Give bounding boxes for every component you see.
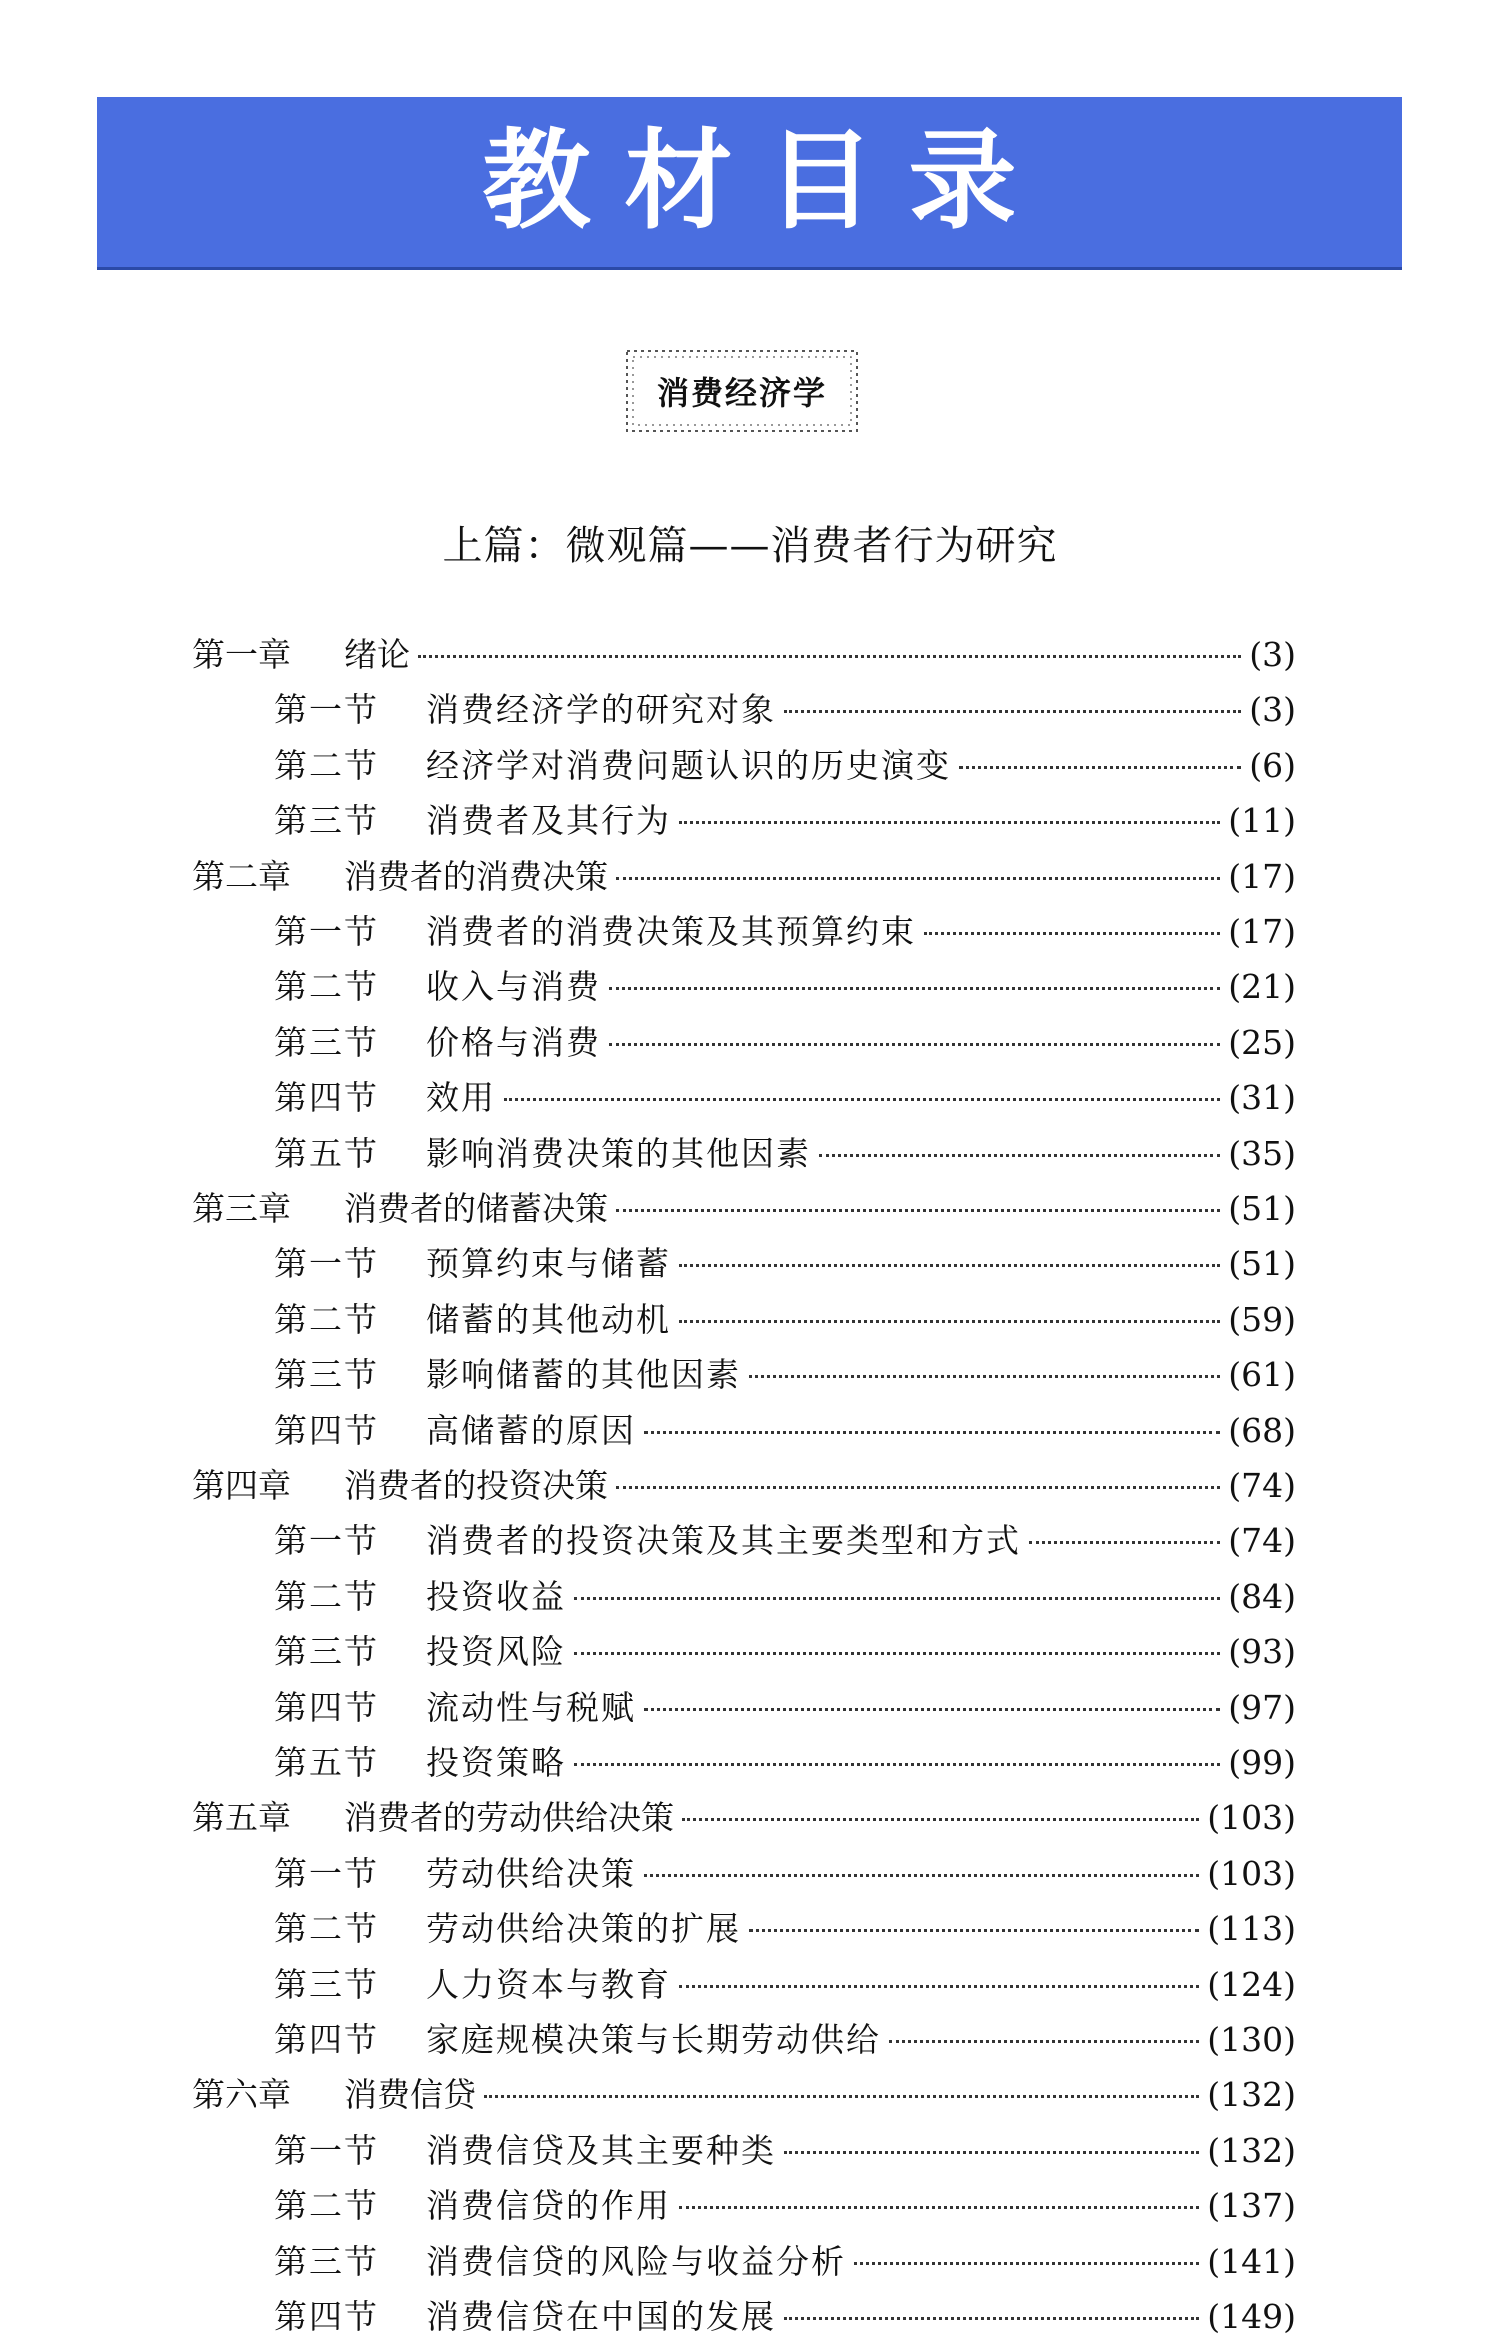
toc-chapter-row	[192, 1186, 1296, 1232]
dot-leader	[609, 987, 1220, 990]
section-title: 储蓄的其他动机	[426, 1299, 671, 1339]
page-number: (97)	[1228, 1687, 1296, 1727]
section-number: 第五节	[274, 1743, 379, 1782]
toc-chapter-row	[192, 1463, 1296, 1509]
section-title: 消费信贷的风险与收益分析	[426, 2241, 846, 2281]
section-number: 第一节	[274, 1244, 379, 1284]
section-number: 第四节	[274, 2297, 379, 2336]
chapter-title: 消费者的劳动供给决策	[344, 1798, 674, 1838]
page-number: (25)	[1228, 1022, 1296, 1062]
book-title: 消费经济学	[656, 374, 827, 412]
dot-leader	[616, 877, 1220, 880]
chapter-number: 第二章	[192, 856, 291, 896]
toc-section-row	[274, 1629, 1296, 1675]
section-title: 劳动供给决策	[426, 1853, 636, 1893]
dot-leader	[679, 2206, 1199, 2209]
toc-section-row	[274, 798, 1296, 844]
page-number: (74)	[1228, 1466, 1296, 1505]
chapter-title: 消费信贷	[344, 2075, 476, 2115]
section-title: 消费信贷在中国的发展	[426, 2297, 776, 2336]
chapter-title: 消费者的储蓄决策	[344, 1189, 608, 1228]
section-number: 第四节	[274, 1410, 379, 1450]
toc-section-row	[274, 2294, 1296, 2340]
section-title: 价格与消费	[426, 1022, 601, 1062]
toc-section-row	[274, 2128, 1296, 2174]
dot-leader	[644, 1708, 1220, 1711]
section-title: 影响储蓄的其他因素	[426, 1355, 741, 1395]
dot-leader	[574, 1597, 1220, 1600]
section-title: 人力资本与教育	[426, 1964, 671, 2004]
section-number: 第四节	[274, 2020, 379, 2059]
toc-section-row	[274, 1131, 1296, 1177]
page-number: (35)	[1228, 1133, 1296, 1173]
page-number: (113)	[1207, 1909, 1296, 1949]
section-number: 第二节	[274, 2186, 379, 2226]
page-number: (59)	[1228, 1299, 1296, 1339]
section-number: 第四节	[274, 1687, 379, 1727]
toc-chapter-row	[192, 1795, 1296, 1841]
section-number: 第三节	[274, 1964, 379, 2004]
dot-leader	[682, 1818, 1199, 1821]
section-number: 第三节	[274, 2241, 379, 2281]
page-number: (11)	[1228, 801, 1296, 841]
toc-chapter-row	[192, 632, 1296, 678]
toc-section-row	[274, 1906, 1296, 1952]
section-title: 消费者及其行为	[426, 801, 671, 841]
page-number: (149)	[1207, 2297, 1296, 2336]
page-number: (137)	[1207, 2186, 1296, 2226]
toc-section-row	[274, 1297, 1296, 1343]
section-title: 流动性与税赋	[426, 1687, 636, 1727]
dot-leader	[959, 766, 1241, 769]
toc-section-row	[274, 964, 1296, 1010]
toc-section-row	[274, 1408, 1296, 1454]
section-number: 第二节	[274, 1299, 379, 1339]
dot-leader	[574, 1652, 1220, 1655]
page-number: (51)	[1228, 1244, 1296, 1284]
page-number: (93)	[1228, 1632, 1296, 1672]
dot-leader	[854, 2262, 1199, 2265]
toc-section-row	[274, 1962, 1296, 2008]
page-number: (21)	[1228, 967, 1296, 1007]
page-number: (130)	[1207, 2020, 1296, 2059]
section-number: 第三节	[274, 1632, 379, 1672]
page-number: (51)	[1228, 1189, 1296, 1228]
dot-leader	[644, 1431, 1220, 1434]
dot-leader	[784, 710, 1241, 713]
page-number: (68)	[1228, 1410, 1296, 1450]
section-title: 家庭规模决策与长期劳动供给	[426, 2020, 881, 2059]
section-number: 第一节	[274, 1853, 379, 1893]
chapter-number: 第四章	[192, 1466, 291, 1505]
chapter-number: 第三章	[192, 1189, 291, 1228]
page-number: (31)	[1228, 1078, 1296, 1118]
toc-section-row	[274, 1075, 1296, 1121]
dot-leader	[819, 1154, 1220, 1157]
section-number: 第二节	[274, 745, 379, 785]
dot-leader	[749, 1929, 1199, 1932]
page-number: (17)	[1228, 912, 1296, 951]
page-number: (132)	[1207, 2075, 1296, 2115]
dot-leader	[784, 2151, 1199, 2154]
toc-section-row	[274, 1851, 1296, 1897]
section-number: 第二节	[274, 1576, 379, 1616]
dot-leader	[889, 2040, 1199, 2043]
toc-section-row	[274, 2239, 1296, 2285]
toc-section-row	[274, 687, 1296, 733]
page-number: (99)	[1228, 1743, 1296, 1782]
section-title: 投资策略	[426, 1743, 566, 1782]
section-title: 消费者的消费决策及其预算约束	[426, 912, 916, 951]
dot-leader	[616, 1486, 1220, 1489]
section-number: 第三节	[274, 1022, 379, 1062]
section-title: 效用	[426, 1078, 496, 1118]
page-number: (84)	[1228, 1576, 1296, 1616]
dot-leader	[574, 1763, 1220, 1766]
dot-leader	[1029, 1541, 1220, 1544]
section-title: 收入与消费	[426, 967, 601, 1007]
dot-leader	[679, 821, 1220, 824]
header-banner	[97, 97, 1402, 267]
dot-leader	[484, 2095, 1199, 2098]
section-number: 第一节	[274, 1521, 379, 1561]
toc-section-row	[274, 2183, 1296, 2229]
section-title: 劳动供给决策的扩展	[426, 1909, 741, 1949]
section-number: 第四节	[274, 1078, 379, 1118]
section-number: 第一节	[274, 912, 379, 951]
section-title: 经济学对消费问题认识的历史演变	[426, 745, 951, 785]
chapter-number: 第一章	[192, 635, 291, 674]
section-title: 影响消费决策的其他因素	[426, 1133, 811, 1173]
section-title: 高储蓄的原因	[426, 1410, 636, 1450]
toc-section-row	[274, 909, 1296, 955]
dot-leader	[679, 1320, 1220, 1323]
dot-leader	[644, 1874, 1199, 1877]
page-number: (74)	[1228, 1521, 1296, 1561]
toc-chapter-row	[192, 854, 1296, 900]
dot-leader	[609, 1043, 1220, 1046]
page-number: (132)	[1207, 2130, 1296, 2170]
section-title: 消费信贷及其主要种类	[426, 2130, 776, 2170]
page-number: (141)	[1207, 2241, 1296, 2281]
page-number: (61)	[1228, 1355, 1296, 1395]
section-title: 消费经济学的研究对象	[426, 690, 776, 730]
section-title: 投资收益	[426, 1576, 566, 1616]
section-number: 第五节	[274, 1133, 379, 1173]
page-number: (103)	[1207, 1798, 1296, 1838]
dot-leader	[679, 1264, 1220, 1267]
book-title-box	[624, 348, 860, 434]
dot-leader	[784, 2317, 1199, 2320]
section-number: 第一节	[274, 2130, 379, 2170]
chapter-title: 消费者的消费决策	[344, 856, 608, 896]
page-number: (124)	[1207, 1964, 1296, 2004]
toc-chapter-row	[192, 2072, 1296, 2118]
dot-leader	[616, 1209, 1220, 1212]
dot-leader	[418, 655, 1241, 658]
banner-title: 教材目录	[482, 119, 1051, 244]
toc-section-row	[274, 1352, 1296, 1398]
page-number: (103)	[1207, 1853, 1296, 1893]
toc-section-row	[274, 1020, 1296, 1066]
dot-leader	[504, 1098, 1220, 1101]
section-title: 消费信贷的作用	[426, 2186, 671, 2226]
page-number: (3)	[1249, 635, 1296, 674]
section-number: 第三节	[274, 1355, 379, 1395]
toc-section-row	[274, 1740, 1296, 1786]
page-number: (3)	[1249, 690, 1296, 730]
page-number: (17)	[1228, 856, 1296, 896]
dot-leader	[679, 1985, 1199, 1988]
toc-section-row	[274, 1518, 1296, 1564]
section-title: 消费者的投资决策及其主要类型和方式	[426, 1521, 1021, 1561]
section-number: 第二节	[274, 967, 379, 1007]
section-number: 第一节	[274, 690, 379, 730]
page-number: (6)	[1249, 745, 1296, 785]
part-title: 上篇：微观篇——消费者行为研究	[442, 523, 1058, 569]
toc-section-row	[274, 743, 1296, 789]
toc-section-row	[274, 2017, 1296, 2063]
section-title: 投资风险	[426, 1632, 566, 1672]
toc-section-row	[274, 1241, 1296, 1287]
chapter-title: 消费者的投资决策	[344, 1466, 608, 1505]
chapter-title: 绪论	[344, 635, 410, 674]
dot-leader	[749, 1375, 1220, 1378]
dot-leader	[924, 932, 1220, 935]
section-number: 第三节	[274, 801, 379, 841]
chapter-number: 第六章	[192, 2075, 291, 2115]
section-number: 第二节	[274, 1909, 379, 1949]
chapter-number: 第五章	[192, 1798, 291, 1838]
toc-section-row	[274, 1685, 1296, 1731]
section-title: 预算约束与储蓄	[426, 1244, 671, 1284]
toc-section-row	[274, 1574, 1296, 1620]
